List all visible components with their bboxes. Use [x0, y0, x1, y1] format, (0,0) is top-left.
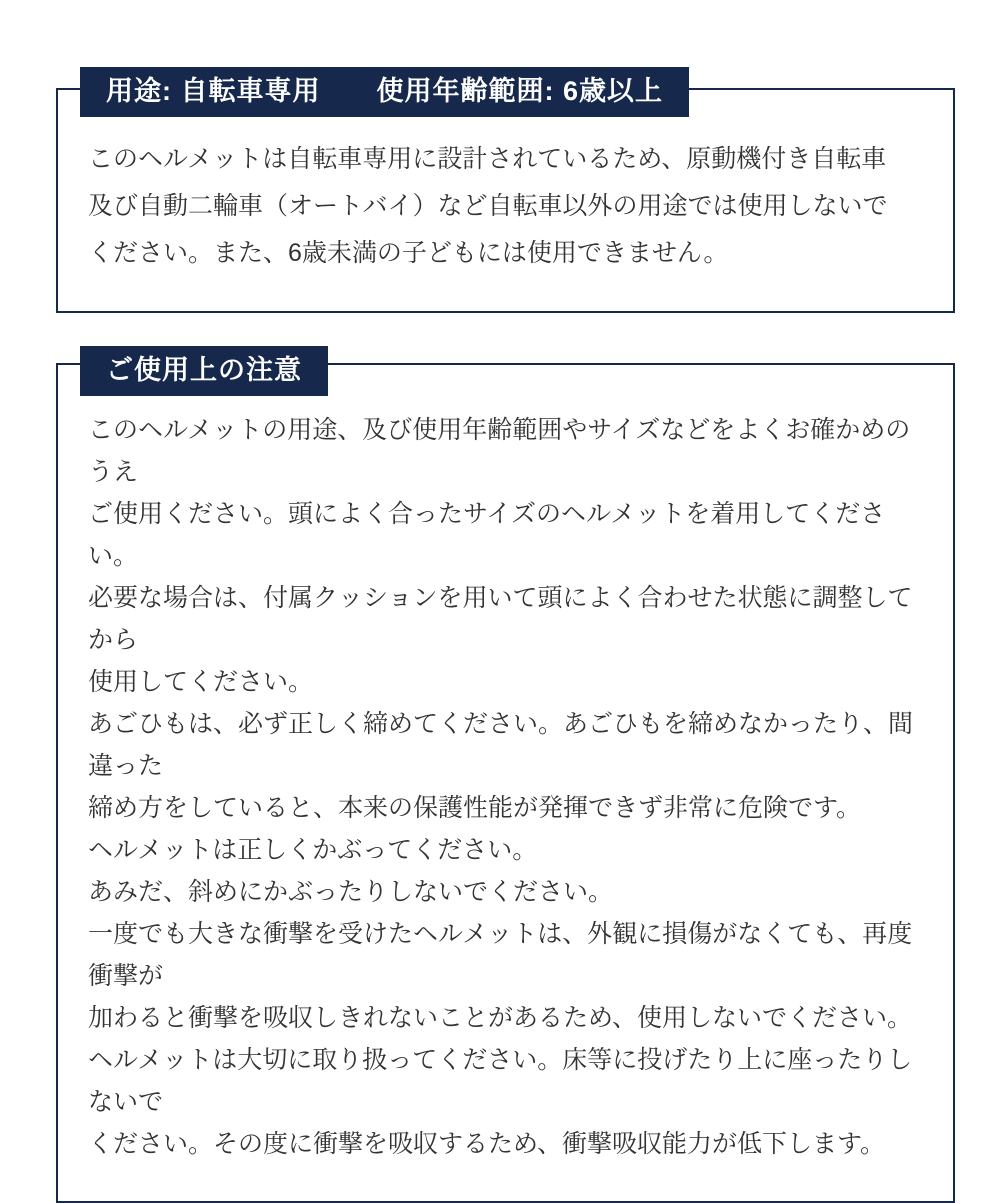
caution-text-line: 加わると衝撃を吸収しきれないことがあるため、使用しないでください。 — [88, 1004, 913, 1032]
product-notice-page — [0, 67, 1000, 1158]
caution-text-line: あみだ、斜めにかぶったりしないでください。 — [88, 878, 614, 906]
caution-text-line: あごひもは、必ず正しく締めてください。あごひもを締めなかったり、間違った — [88, 710, 914, 780]
caution-text-line: ヘルメットは正しくかぶってください。 — [88, 836, 538, 864]
caution-text-line: ください。その度に衝撃を吸収するため、衝撃吸収能力が低下します。 — [88, 1130, 886, 1158]
usage-badge: 用途: 自転車専用 使用年齢範囲: 6歳以上 — [80, 67, 689, 117]
caution-text-line: 一度でも大きな衝撃を受けたヘルメットは、外観に損傷がなくても、再度衝撃が — [88, 920, 913, 990]
caution-badge: ご使用上の注意 — [80, 346, 328, 396]
usage-text-line: このヘルメットは自転車専用に設計されているため、原動機付き自転車 — [88, 145, 887, 173]
caution-text-line: このヘルメットの用途、及び使用年齢範囲やサイズなどをよくお確かめのうえ — [88, 416, 911, 486]
usage-box — [56, 88, 955, 313]
caution-box — [56, 363, 955, 1203]
usage-text-line: 及び自動二輪車（オートバイ）など自転車以外の用途では使用しないで — [88, 192, 888, 220]
caution-section — [0, 346, 1000, 1203]
caution-text-line: ヘルメットは大切に取り扱ってください。床等に投げたり上に座ったりしないで — [88, 1046, 913, 1116]
caution-text-line: 必要な場合は、付属クッションを用いて頭によく合わせた状態に調整してから — [88, 584, 913, 654]
usage-text-line: ください。また、6歳未満の子どもには使用できません。 — [88, 239, 729, 267]
caution-text-line: 使用してください。 — [88, 668, 314, 696]
caution-text-line: ご使用ください。頭によく合ったサイズのヘルメットを着用してください。 — [88, 500, 886, 570]
caution-text-line: 締め方をしていると、本来の保護性能が発揮できず非常に危険です。 — [88, 794, 862, 822]
usage-section — [0, 67, 1000, 313]
